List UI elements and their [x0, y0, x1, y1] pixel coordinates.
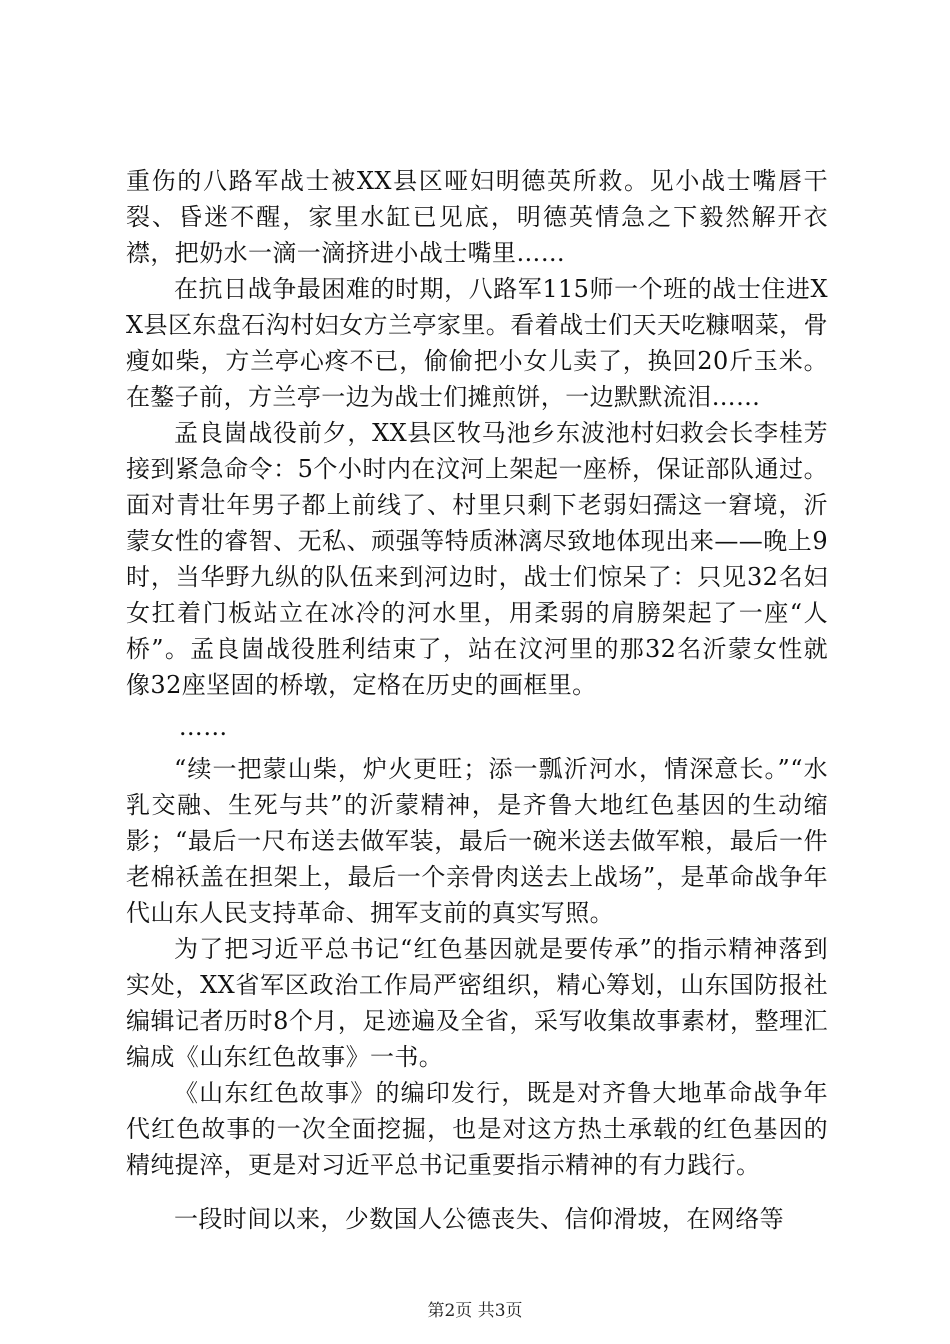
page-number-footer: 第2页 共3页: [427, 1301, 523, 1321]
paragraph-ellipsis: ……: [178, 713, 228, 741]
paragraph-li-guifang: 孟良崮战役前夕，XX县区牧马池乡东波池村妇救会长李桂芳接到紧急命令：5个小时内在汶河上架起一座桥，保证部队通过。面对青壮年男子都上前线了、村里只剩下老弱妇孺这一窘境，沂蒙女性的睿智、无私、顽强等特质淋漓尽致地体现出来——晚上9时，当华野九纵的队伍来到河边时，战士们惊呆了：只见32名妇女扛着门板站立在冰冷的河水里，用柔弱的肩膀架起了一座“人桥”。孟良崮战役胜利结束了，站在汶河里的那32名沂蒙女性就像32座坚固的桥墩，定格在历史的画框里。: [126, 419, 828, 699]
paragraph-ming-deying: 重伤的八路军战士被XX县区哑妇明德英所救。见小战士嘴唇干裂、昏迷不醒，家里水缸已见底，明德英情急之下毅然解开衣襟，把奶水一滴一滴挤进小战士嘴里……: [126, 167, 828, 267]
paragraph-yimeng-spirit: “续一把蒙山柴，炉火更旺；添一瓢沂河水，情深意长。”“水乳交融、生死与共”的沂蒙精神，是齐鲁大地红色基因的生动缩影；“最后一尺布送去做军装，最后一碗米送去做军粮，最后一件老棉袄盖在担架上，最后一个亲骨肉送去上战场”，是革命战争年代山东人民支持革命、拥军支前的真实写照。: [126, 755, 828, 927]
paragraph-fang-lanting: 在抗日战争最困难的时期，八路军115师一个班的战士住进XX县区东盘石沟村妇女方兰亭家里。看着战士们天天吃糠咽菜，骨瘦如柴，方兰亭心疼不已，偷偷把小女儿卖了，换回20斤玉米。在鏊子前，方兰亭一边为战士们摊煎饼，一边默默流泪……: [126, 275, 828, 411]
paragraph-book-significance: 《山东红色故事》的编印发行，既是对齐鲁大地革命战争年代红色故事的一次全面挖掘，也是对这方热土承载的红色基因的精纯提淬，更是对习近平总书记重要指示精神的有力践行。: [126, 1079, 828, 1179]
paragraph-book-compilation: 为了把习近平总书记“红色基因就是要传承”的指示精神落到实处，XX省军区政治工作局严密组织，精心筹划，山东国防报社编辑记者历时8个月，足迹遍及全省，采写收集故事素材，整理汇编成《山东红色故事》一书。: [126, 935, 828, 1071]
document-body: [126, 163, 828, 1237]
paragraph-public-morality: 一段时间以来，少数国人公德丧失、信仰滑坡，在网络等: [174, 1205, 784, 1233]
